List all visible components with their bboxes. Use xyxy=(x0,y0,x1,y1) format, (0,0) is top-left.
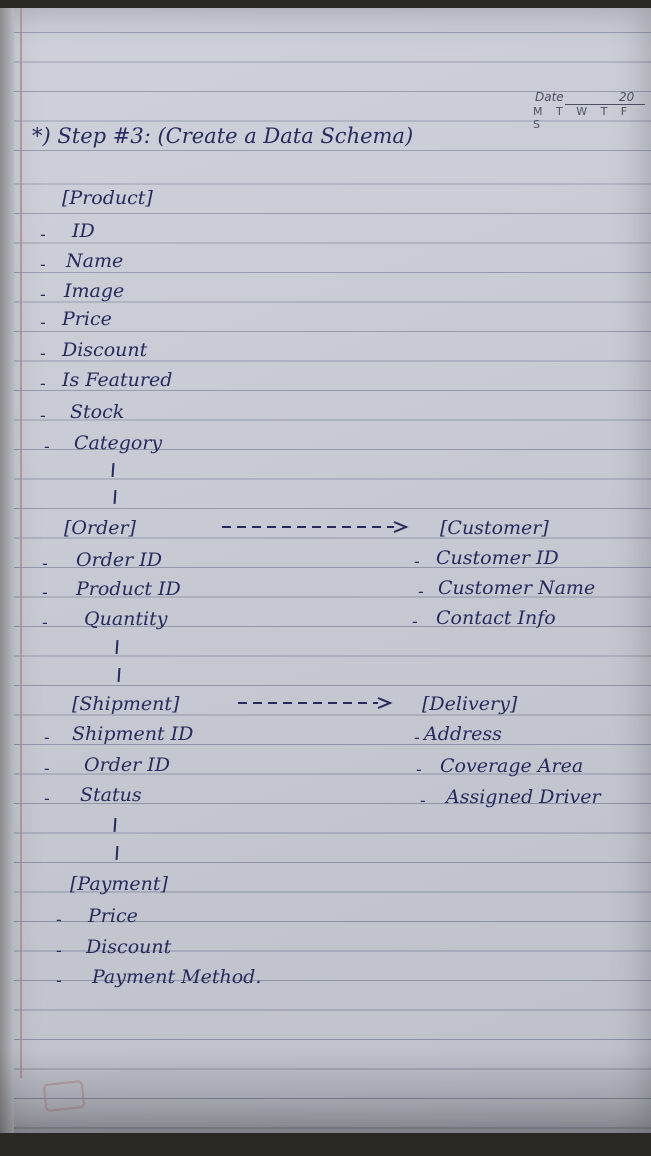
customer-heading: [Customer] xyxy=(440,517,549,539)
bullet-dash: - xyxy=(40,255,46,274)
date-header xyxy=(533,90,645,131)
order-heading: [Order] xyxy=(64,517,136,539)
payment-field: Payment Method. xyxy=(92,966,262,988)
product-field: Price xyxy=(62,308,112,330)
notebook-page xyxy=(0,8,651,1133)
bullet-dash: - xyxy=(40,374,46,393)
bullet-dash: - xyxy=(420,791,426,810)
order-to-customer-arrow xyxy=(222,520,412,534)
product-field: Is Featured xyxy=(62,369,173,391)
payment-field: Discount xyxy=(86,936,172,958)
date-label: Date xyxy=(535,90,564,104)
customer-field: Customer ID xyxy=(436,547,559,569)
customer-field: Customer Name xyxy=(438,577,596,599)
payment-field: Price xyxy=(88,905,138,927)
product-field: Discount xyxy=(62,339,148,361)
connector-line xyxy=(118,668,121,682)
product-field: Category xyxy=(74,432,163,454)
bullet-dash: - xyxy=(56,910,62,929)
bullet-dash: - xyxy=(56,971,62,990)
shipment-field: Status xyxy=(80,784,142,806)
product-field: Image xyxy=(64,280,125,302)
page-bottom-shadow xyxy=(0,1048,651,1133)
bullet-dash: - xyxy=(40,285,46,304)
connector-line xyxy=(112,463,115,477)
order-field: Order ID xyxy=(76,549,162,571)
bullet-dash: - xyxy=(42,613,48,632)
connector-line xyxy=(116,640,119,654)
notebook-binding xyxy=(0,8,14,1133)
page-title: *) Step #3: (Create a Data Schema) xyxy=(32,124,414,148)
payment-heading: [Payment] xyxy=(70,873,168,895)
bullet-dash: - xyxy=(416,760,422,779)
bullet-dash: - xyxy=(40,313,46,332)
weekday-row: M T W T F S xyxy=(533,105,633,131)
bullet-dash: - xyxy=(418,582,424,601)
connector-line xyxy=(114,818,117,832)
delivery-heading: [Delivery] xyxy=(422,693,518,715)
connector-line xyxy=(116,846,119,860)
delivery-field: Assigned Driver xyxy=(446,786,601,808)
bullet-dash: - xyxy=(40,225,46,244)
product-field: ID xyxy=(72,220,95,242)
shipment-field: Shipment ID xyxy=(72,723,194,745)
bullet-dash: - xyxy=(414,728,420,747)
shipment-heading: [Shipment] xyxy=(72,693,180,715)
product-heading: [Product] xyxy=(62,187,153,209)
order-field: Product ID xyxy=(76,578,181,600)
bullet-dash: - xyxy=(42,583,48,602)
bullet-dash: - xyxy=(42,554,48,573)
product-field: Name xyxy=(66,250,124,272)
delivery-field: Coverage Area xyxy=(440,755,584,777)
margin-line xyxy=(20,8,22,1078)
bullet-dash: - xyxy=(56,941,62,960)
shipment-to-delivery-arrow xyxy=(238,696,398,710)
bullet-dash: - xyxy=(44,759,50,778)
bullet-dash: - xyxy=(44,728,50,747)
delivery-field: Address xyxy=(424,723,502,745)
bullet-dash: - xyxy=(412,612,418,631)
order-field: Quantity xyxy=(84,608,168,630)
shipment-field: Order ID xyxy=(84,754,170,776)
bullet-dash: - xyxy=(44,437,50,456)
bullet-dash: - xyxy=(44,789,50,808)
bullet-dash: - xyxy=(40,344,46,363)
product-field: Stock xyxy=(70,401,125,423)
bullet-dash: - xyxy=(40,406,46,425)
customer-field: Contact Info xyxy=(436,607,556,629)
date-year: 20 xyxy=(619,90,635,104)
connector-line xyxy=(114,490,117,504)
bullet-dash: - xyxy=(414,552,420,571)
